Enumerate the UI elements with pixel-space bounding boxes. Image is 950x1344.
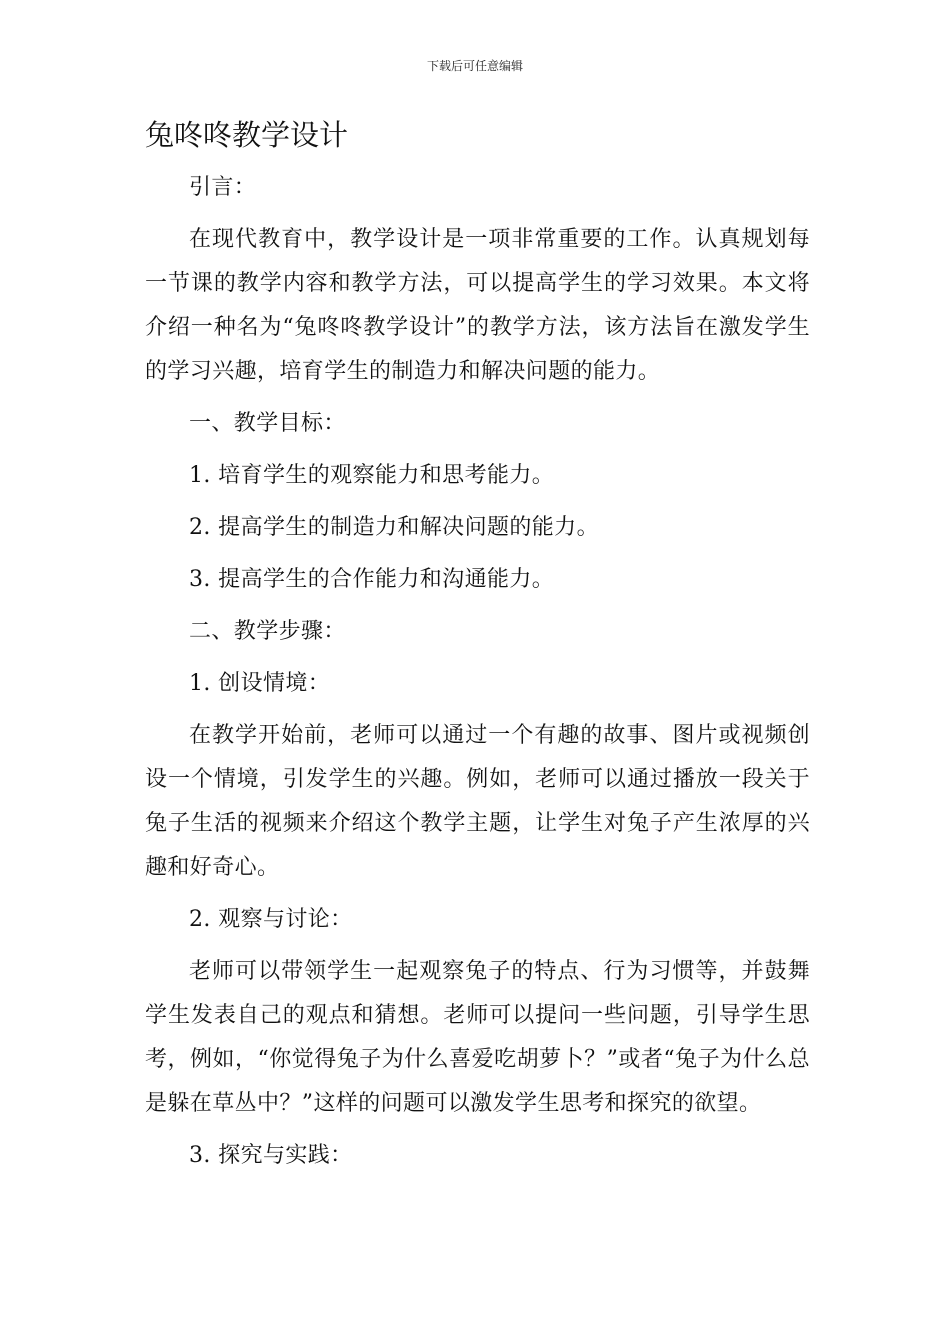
intro-paragraph: 在现代教育中，教学设计是一项非常重要的工作。认真规划每一节课的教学内容和教学方法，可以提高学生的学习效果。本文将介绍一种名为“兔咚咚教学设计”的教学方法，该方法旨在激发学生的学习兴趣，培育学生的制造力和解决问题的能力。 — [145, 227, 810, 384]
step-heading-1: 1. 创设情境： — [189, 671, 331, 696]
goal-item-3: 3. 提高学生的合作能力和沟通能力。 — [189, 567, 555, 592]
page-header-note: 下载后可任意编辑 — [426, 59, 523, 73]
step-paragraph-2: 老师可以带领学生一起观察兔子的特点、行为习惯等，并鼓舞学生发表自己的观点和猜想。老师可以提问一些问题，引导学生思考，例如，“你觉得兔子为什么喜爱吃胡萝卜？”或者“兔子为什么总是躲在草丛中？”这样的问题可以激发学生思考和探究的欲望。 — [145, 959, 810, 1116]
document-title: 兔咚咚教学设计 — [145, 118, 349, 152]
intro-heading: 引言： — [189, 175, 257, 200]
step-paragraph-1: 在教学开始前，老师可以通过一个有趣的故事、图片或视频创设一个情境，引发学生的兴趣。例如，老师可以通过播放一段关于兔子生活的视频来介绍这个教学主题，让学生对兔子产生浓厚的兴趣和好奇心。 — [145, 723, 810, 880]
section-heading-steps: 二、教学步骤： — [189, 619, 346, 644]
goal-item-1: 1. 培育学生的观察能力和思考能力。 — [189, 463, 555, 488]
document-body — [145, 166, 810, 1186]
section-heading-goals: 一、教学目标： — [189, 411, 346, 436]
goal-item-2: 2. 提高学生的制造力和解决问题的能力。 — [189, 515, 599, 540]
step-heading-3: 3. 探究与实践： — [189, 1143, 353, 1168]
step-heading-2: 2. 观察与讨论： — [189, 907, 353, 932]
